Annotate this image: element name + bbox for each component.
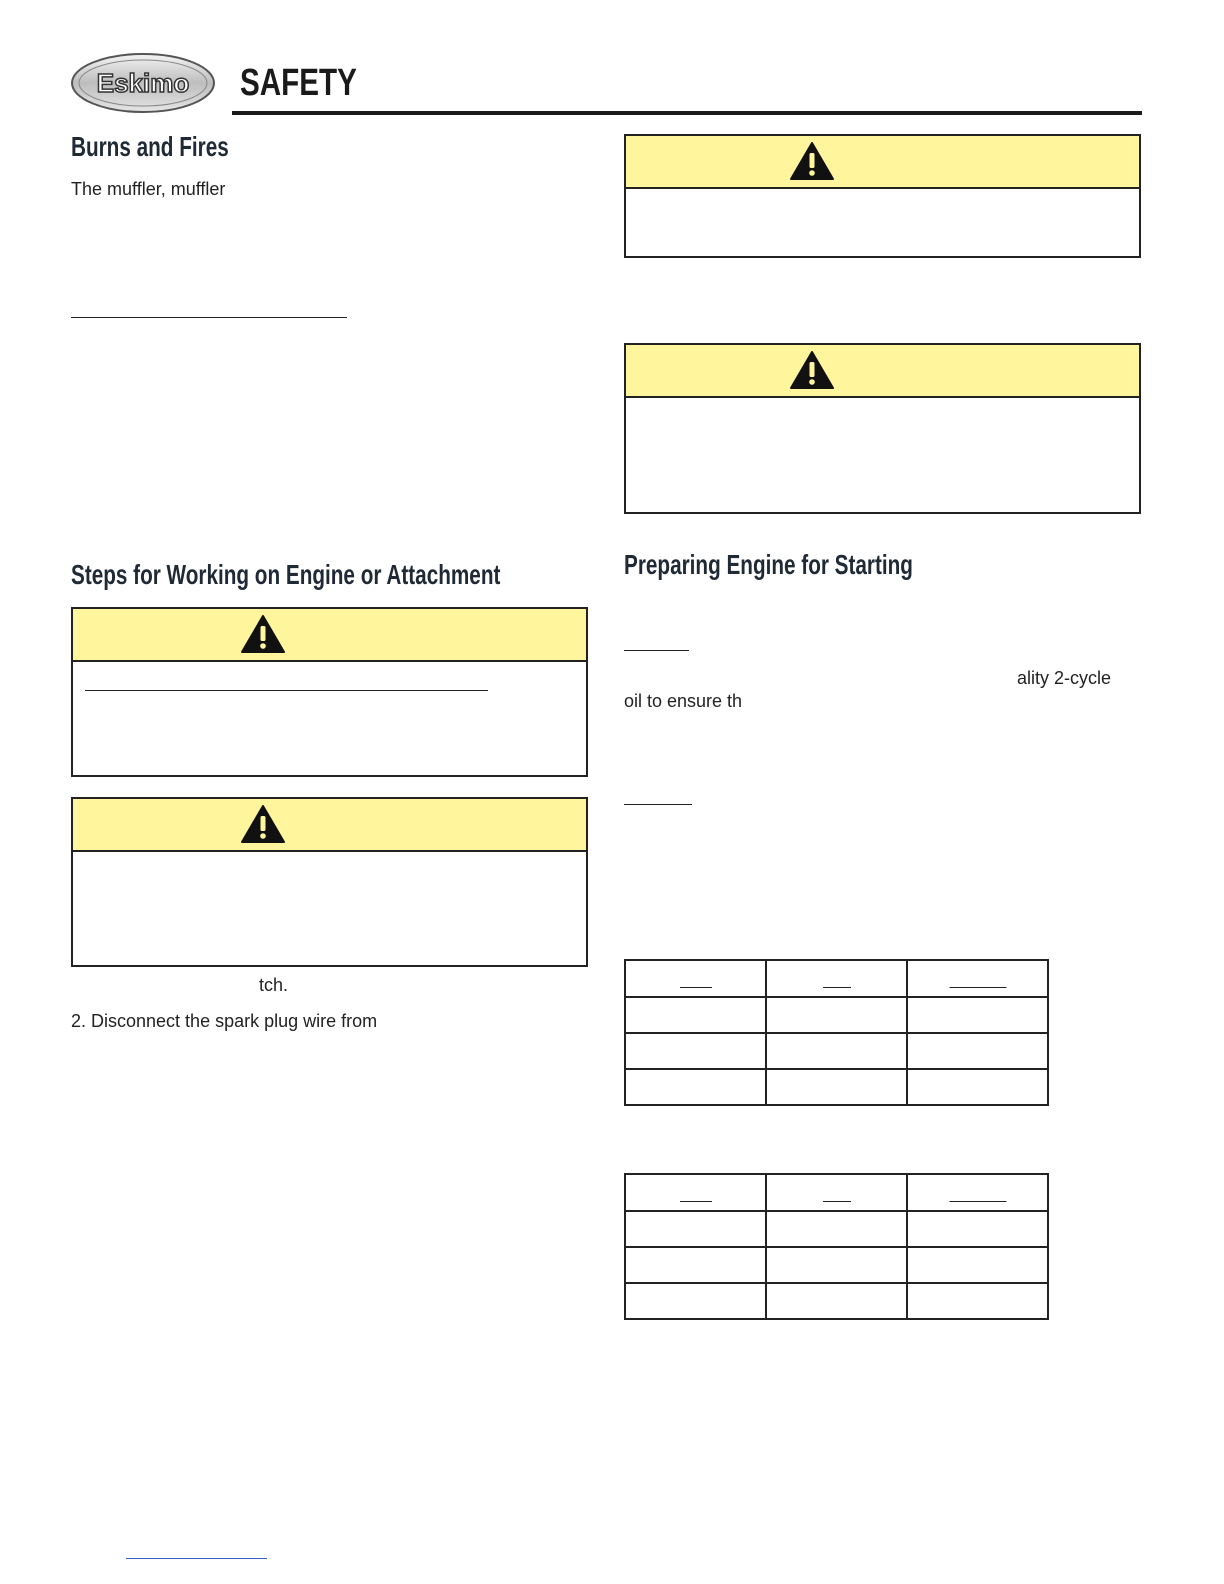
eskimo-logo	[70, 52, 216, 114]
warning-box	[71, 797, 588, 967]
oil-text-2: oil to ensure th	[624, 691, 743, 711]
warning-triangle-icon	[789, 350, 835, 390]
prep-heading: Preparing Engine for Starting	[624, 549, 913, 580]
table-row	[625, 1283, 1048, 1319]
warning-band	[73, 609, 586, 662]
burns-text: The muffler, muffler	[71, 179, 226, 199]
warning-triangle-icon	[789, 141, 835, 181]
table-header-cell	[766, 960, 907, 997]
svg-text:Eskimo: Eskimo	[96, 68, 190, 98]
table-header-cell	[907, 1174, 1048, 1211]
mix-table	[624, 1173, 1049, 1320]
table-header-row	[625, 1174, 1048, 1211]
table-header-cell	[766, 1174, 907, 1211]
table-header-cell	[625, 1174, 766, 1211]
warning-band	[73, 799, 586, 852]
warning-triangle-icon	[240, 804, 286, 844]
table-row	[625, 997, 1048, 1033]
warning-triangle-icon	[240, 614, 286, 654]
warning-box	[624, 134, 1141, 258]
subsection-underline	[624, 804, 692, 805]
table-header-cell	[907, 960, 1048, 997]
warning-box	[624, 343, 1141, 514]
table-row	[625, 1247, 1048, 1283]
step-2-text: 2. Disconnect the spark plug wire from	[71, 1011, 378, 1031]
table-header-row	[625, 960, 1048, 997]
footer-link-underline	[126, 1558, 267, 1559]
table-row	[625, 1069, 1048, 1105]
mix-table	[624, 959, 1049, 1106]
table-header-cell	[625, 960, 766, 997]
section-underline	[71, 317, 347, 318]
warning-band	[626, 345, 1139, 398]
oil-text-1: ality 2-cycle	[1017, 668, 1112, 688]
subsection-underline	[624, 650, 689, 651]
table-row	[625, 1033, 1048, 1069]
fragment-text: tch.	[259, 975, 289, 995]
page-title: SAFETY	[240, 62, 357, 104]
table-row	[625, 1211, 1048, 1247]
warning-box	[71, 607, 588, 777]
burns-heading: Burns and Fires	[71, 131, 229, 162]
warning-band	[626, 136, 1139, 189]
steps-heading: Steps for Working on Engine or Attachment	[71, 559, 501, 590]
warning-underline	[85, 690, 488, 691]
header-rule	[232, 111, 1142, 115]
